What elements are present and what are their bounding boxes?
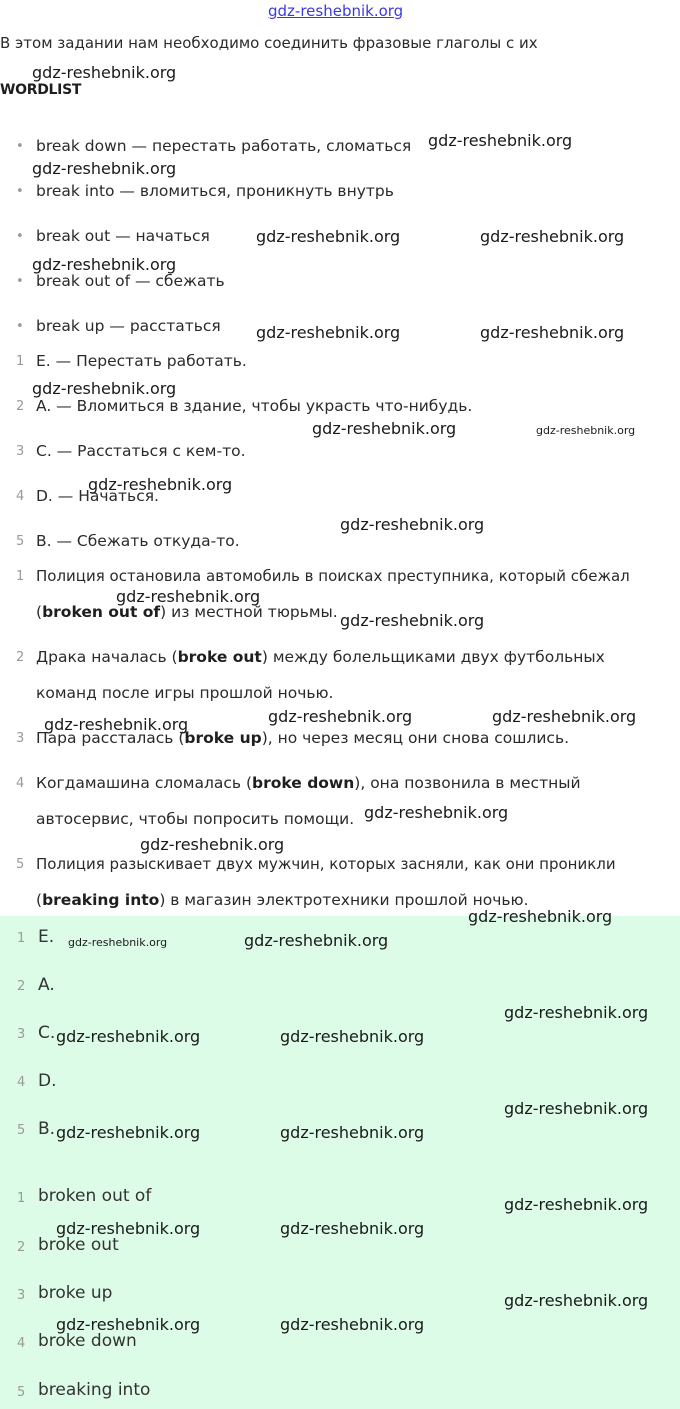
watermark: gdz-reshebnik.org <box>340 611 485 630</box>
watermark: gdz-reshebnik.org <box>428 131 573 150</box>
list-number: 1 <box>16 354 25 369</box>
wordlist-item: • break out of — сбежать <box>36 272 225 290</box>
answer-highlight: broke down <box>252 774 355 792</box>
sentence-line: (broken out of) из местной тюрьмы. <box>36 603 338 621</box>
watermark: gdz-reshebnik.org <box>504 1291 649 1310</box>
answer-item: broke down <box>38 1331 137 1351</box>
answer-item: D. <box>38 1071 57 1091</box>
list-number: 4 <box>16 776 25 791</box>
answer-item: broken out of <box>38 1186 152 1206</box>
list-number: 1 <box>16 569 25 584</box>
answer-highlight: broken out of <box>42 603 161 621</box>
wordlist-heading: WORDLIST <box>0 82 82 98</box>
list-number: 1 <box>17 931 26 946</box>
list-number: 4 <box>17 1075 26 1090</box>
wordlist-item: • break out — начаться <box>36 227 210 245</box>
watermark: gdz-reshebnik.org <box>280 1315 425 1334</box>
watermark: gdz-reshebnik.org <box>468 907 613 926</box>
watermark: gdz-reshebnik.org <box>56 1219 201 1238</box>
answer-item: A. <box>38 975 55 995</box>
watermark: gdz-reshebnik.org <box>56 1027 201 1046</box>
answer-highlight: broke out <box>177 648 262 666</box>
watermark: gdz-reshebnik.org <box>140 835 285 854</box>
watermark: gdz-reshebnik.org <box>504 1195 649 1214</box>
watermark: gdz-reshebnik.org <box>268 707 413 726</box>
watermark: gdz-reshebnik.org <box>312 419 457 438</box>
list-number: 5 <box>17 1123 26 1138</box>
matching-item: D. — Начаться. <box>36 487 159 505</box>
answer-item: C. <box>38 1023 56 1043</box>
list-number: 2 <box>16 399 25 414</box>
watermark: gdz-reshebnik.org <box>536 424 636 437</box>
watermark: gdz-reshebnik.org <box>364 803 509 822</box>
watermark: gdz-reshebnik.org <box>480 227 625 246</box>
wordlist-item: • break into — вломиться, проникнуть внутрь <box>36 182 394 200</box>
list-number: 3 <box>16 444 25 459</box>
list-number: 2 <box>17 1240 26 1255</box>
watermark: gdz-reshebnik.org <box>56 1123 201 1142</box>
answer-item: E. <box>38 927 55 947</box>
intro-text: В этом задании нам необходимо соединить фразовые глаголы с их <box>0 34 538 52</box>
list-number: 4 <box>17 1336 26 1351</box>
watermark: gdz-reshebnik.org <box>32 379 177 398</box>
list-number: 2 <box>17 979 26 994</box>
sentence-line: команд после игры прошлой ночью. <box>36 684 334 702</box>
sentence-line: Полиция остановила автомобиль в поисках преступника, который сбежал <box>36 567 630 585</box>
list-number: 1 <box>17 1191 26 1206</box>
watermark: gdz-reshebnik.org <box>44 715 189 734</box>
sentence-line: Пара рассталась (broke up), но через месяц они снова сошлись. <box>36 729 570 747</box>
watermark: gdz-reshebnik.org <box>68 936 168 949</box>
watermark: gdz-reshebnik.org <box>244 931 389 950</box>
sentence-line: Полиция разыскивает двух мужчин, которых засняли, как они проникли <box>36 855 616 873</box>
watermark: gdz-reshebnik.org <box>280 1123 425 1142</box>
list-number: 5 <box>16 534 25 549</box>
watermark: gdz-reshebnik.org <box>32 255 177 274</box>
watermark: gdz-reshebnik.org <box>256 323 401 342</box>
list-number: 2 <box>16 650 25 665</box>
wordlist-item: • break down — перестать работать, сломаться <box>36 137 411 155</box>
list-number: 4 <box>16 489 25 504</box>
watermark: gdz-reshebnik.org <box>32 159 177 178</box>
answer-item: broke up <box>38 1283 113 1303</box>
sentence-line: автосервис, чтобы попросить помощи. <box>36 810 355 828</box>
wordlist-item: • break up — расстаться <box>36 317 221 335</box>
answer-highlight: broke up <box>184 729 262 747</box>
watermark: gdz-reshebnik.org <box>280 1219 425 1238</box>
sentence-line: Когдамашина сломалась (broke down), она позвонила в местный <box>36 774 581 792</box>
list-number: 3 <box>17 1027 26 1042</box>
watermark: gdz-reshebnik.org <box>116 587 261 606</box>
watermark: gdz-reshebnik.org <box>280 1027 425 1046</box>
sentence-line: (breaking into) в магазин электротехники прошлой ночью. <box>36 891 529 909</box>
answer-item: breaking into <box>38 1380 151 1400</box>
watermark: gdz-reshebnik.org <box>492 707 637 726</box>
answer-item: broke out <box>38 1235 119 1255</box>
matching-item: C. — Расстаться с кем-то. <box>36 442 246 460</box>
list-number: 5 <box>16 857 25 872</box>
watermark: gdz-reshebnik.org <box>32 63 177 82</box>
sentence-line: Драка началась (broke out) между болельщиками двух футбольных <box>36 648 605 666</box>
answer-item: B. <box>38 1119 56 1139</box>
answer-highlight: breaking into <box>42 891 160 909</box>
watermark: gdz-reshebnik.org <box>504 1099 649 1118</box>
watermark: gdz-reshebnik.org <box>480 323 625 342</box>
matching-item: B. — Сбежать откуда-то. <box>36 532 240 550</box>
site-header-link[interactable]: gdz-reshebnik.org <box>268 2 404 20</box>
list-number: 5 <box>17 1385 26 1400</box>
matching-item: A. — Вломиться в здание, чтобы украсть что-нибудь. <box>36 397 473 415</box>
watermark: gdz-reshebnik.org <box>56 1315 201 1334</box>
list-number: 3 <box>16 731 25 746</box>
list-number: 3 <box>17 1288 26 1303</box>
watermark: gdz-reshebnik.org <box>504 1003 649 1022</box>
watermark: gdz-reshebnik.org <box>256 227 401 246</box>
matching-item: E. — Перестать работать. <box>36 352 247 370</box>
watermark: gdz-reshebnik.org <box>340 515 485 534</box>
watermark: gdz-reshebnik.org <box>88 475 233 494</box>
